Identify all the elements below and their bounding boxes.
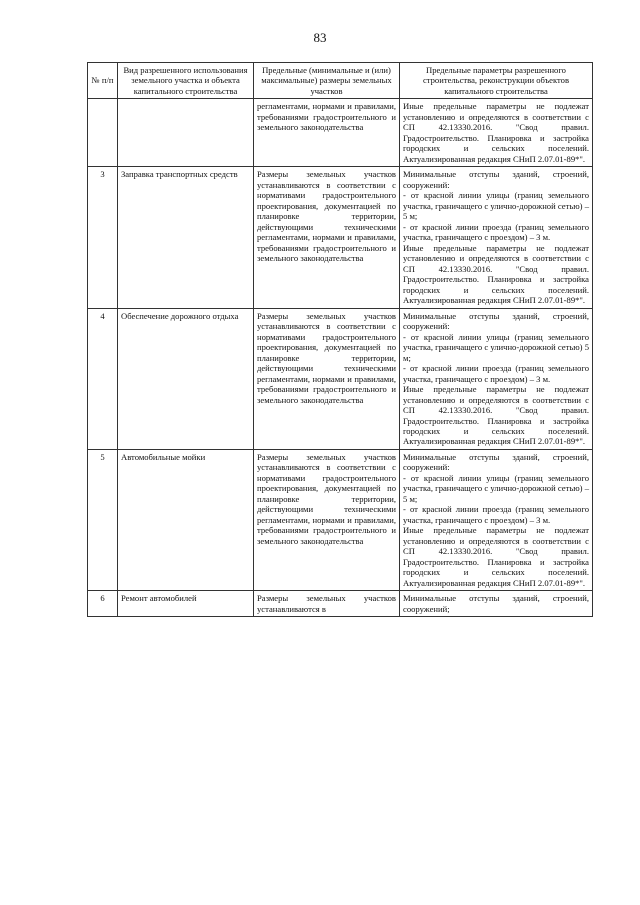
row-use-type-line: Обеспечение дорожного отдыха <box>121 310 239 321</box>
row-use-type <box>118 99 254 167</box>
row-plot-size-line: Размеры земельных участков устанавливаются в соответствии с нормативами градостроительного проектирования, документацией по планировке территории, действующими техническими регламентами, нормами и правилами, требованиями градостроительного и земельного законодательства <box>257 310 396 405</box>
row-build-params-line: - от красной линии улицы (границ земельного участка, граничащего с улично-дорожной сетью) – 5 м; <box>403 472 589 504</box>
row-number-line: 3 <box>100 169 105 180</box>
table-body <box>88 99 593 617</box>
row-build-params-line: Минимальные отступы зданий, строений, сооружений: <box>403 310 589 332</box>
row-number-line: 5 <box>100 451 105 462</box>
row-number <box>88 449 118 590</box>
row-build-params-line: - от красной линии улицы (границ земельного участка, граничащего с улично-дорожной сетью) 5 м; <box>403 331 589 363</box>
row-build-params-line: - от красной линии проезда (границ земельного участка, граничащего с проездом) – 3 м. <box>403 504 589 525</box>
row-build-params-line: Минимальные отступы зданий, строений, сооружений; <box>403 593 589 614</box>
row-build-params-line: Иные предельные параметры не подлежат установлению и определяются в соответствии с СП 42.13330.2016. "Свод правил. Градостроительство. Планировка и застройка городских и сельских поселений. Актуализированная редакция СНиП 2.07.01-89*". <box>403 242 589 306</box>
row-use-type <box>118 308 254 449</box>
header-num: № п/п <box>88 63 118 99</box>
row-number-line: 4 <box>100 310 105 321</box>
row-build-params <box>400 449 593 590</box>
row-plot-size-line: регламентами, нормами и правилами, требованиями градостроительного и земельного законодательства <box>257 101 396 133</box>
row-use-type <box>118 167 254 308</box>
row-plot-size-line: Размеры земельных участков устанавливаются в соответствии с нормативами градостроительного проектирования, документацией по планировке территории, действующими техническими регламентами, нормами и правилами, требованиями градостроительного и земельного законодательства <box>257 169 396 264</box>
row-build-params-line: Иные предельные параметры не подлежат установлению и определяются в соответствии с СП 42.13330.2016. "Свод правил. Градостроительство. Планировка и застройка городских и сельских поселений. Актуализированная редакция СНиП 2.07.01-89*". <box>403 384 589 447</box>
header-size: Предельные (минимальные и (или) максимальные) размеры земельных участков <box>254 63 400 99</box>
row-build-params-line: Минимальные отступы зданий, строений, сооружений: <box>403 451 589 473</box>
row-plot-size <box>254 449 400 590</box>
row-plot-size <box>254 308 400 449</box>
row-build-params <box>400 591 593 617</box>
row-build-params <box>400 99 593 167</box>
row-build-params-line: Иные предельные параметры не подлежат установлению и определяются в соответствии с СП 42.13330.2016. "Свод правил. Градостроительство. Планировка и застройка городских и сельских поселений. Актуализированная редакция СНиП 2.07.01-89*". <box>403 525 589 588</box>
row-number <box>88 99 118 167</box>
row-build-params-line: - от красной линии улицы (границ земельного участка, граничащего с улично-дорожной сетью) – 5 м; <box>403 190 589 222</box>
table-row <box>88 591 593 617</box>
row-use-type-line: Ремонт автомобилей <box>121 593 197 604</box>
row-use-type <box>118 449 254 590</box>
regulations-table <box>87 62 593 617</box>
row-build-params-line: - от красной линии проезда (границ земельного участка, граничащего с проездом) – 3 м. <box>403 221 589 243</box>
row-use-type <box>118 591 254 617</box>
row-build-params-line: Минимальные отступы зданий, строений, сооружений: <box>403 169 589 190</box>
table-row <box>88 449 593 590</box>
row-build-params-line: Иные предельные параметры не подлежат установлению и определяются в соответствии с СП 42.13330.2016. "Свод правил. Градостроительство. Планировка и застройка городских и сельских поселений. Актуализированная редакция СНиП 2.07.01-89*". <box>403 101 589 164</box>
row-number <box>88 591 118 617</box>
table-row <box>88 308 593 449</box>
row-use-type-line: Автомобильные мойки <box>121 451 206 462</box>
table-row <box>88 99 593 167</box>
row-number <box>88 308 118 449</box>
header-use: Вид разрешенного использования земельного участка и объекта капитального строительства <box>118 63 254 99</box>
row-build-params-line: - от красной линии проезда (границ земельного участка, граничащего с проездом) – 3 м. <box>403 363 589 384</box>
row-plot-size-line: Размеры земельных участков устанавливаются в соответствии с нормативами градостроительного проектирования, документацией по планировке территории, действующими техническими регламентами, нормами и правилами, требованиями градостроительного и земельного законодательства <box>257 451 396 546</box>
table-row <box>88 167 593 308</box>
row-number <box>88 167 118 308</box>
row-use-type-line: Заправка транспортных средств <box>121 169 238 180</box>
row-plot-size <box>254 99 400 167</box>
row-plot-size <box>254 591 400 617</box>
page-number: 83 <box>313 30 327 45</box>
row-build-params <box>400 167 593 308</box>
table-header-row <box>88 63 593 99</box>
header-params: Предельные параметры разрешенного строительства, реконструкции объектов капитального строительства <box>400 63 593 99</box>
row-plot-size <box>254 167 400 308</box>
row-plot-size-line: Размеры земельных участков устанавливаются в <box>257 593 396 614</box>
row-build-params <box>400 308 593 449</box>
row-number-line: 6 <box>100 593 105 604</box>
